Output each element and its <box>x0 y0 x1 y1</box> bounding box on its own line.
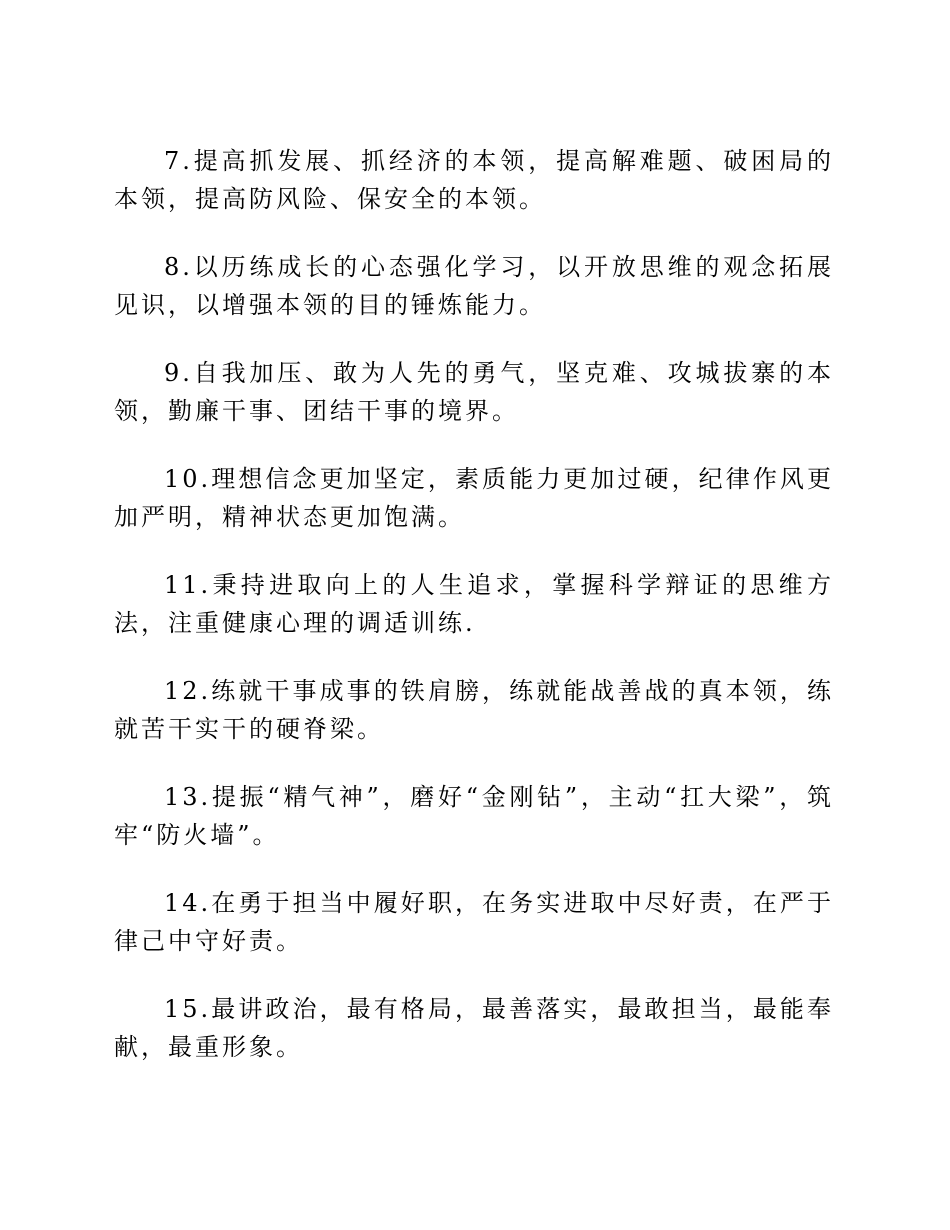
paragraph-7: 7.提高抓发展、抓经济的本领，提高解难题、破困局的本领，提高防风险、保安全的本领。 <box>114 147 834 213</box>
paragraph-14: 14.在勇于担当中履好职，在务实进取中尽好责，在严于律己中守好责。 <box>114 889 834 955</box>
paragraph-11: 11.秉持进取向上的人生追求，掌握科学辩证的思维方法，注重健康心理的调适训练. <box>114 571 834 637</box>
paragraph-13: 13.提振“精气神”，磨好“金刚钻”，主动“扛大梁”，筑牢“防火墙”。 <box>114 783 834 849</box>
paragraph-12: 12.练就干事成事的铁肩膀，练就能战善战的真本领，练就苦干实干的硬脊梁。 <box>114 677 834 743</box>
paragraph-9: 9.自我加压、敢为人先的勇气，坚克难、攻城拔寨的本领，勤廉干事、团结干事的境界。 <box>114 359 834 425</box>
paragraph-10: 10.理想信念更加坚定，素质能力更加过硬，纪律作风更加严明，精神状态更加饱满。 <box>114 465 834 531</box>
paragraph-8: 8.以历练成长的心态强化学习，以开放思维的观念拓展见识，以增强本领的目的锤炼能力。 <box>114 253 834 319</box>
document-body <box>114 142 834 1096</box>
paragraph-15: 15.最讲政治，最有格局，最善落实，最敢担当，最能奉献，最重形象。 <box>114 995 834 1061</box>
